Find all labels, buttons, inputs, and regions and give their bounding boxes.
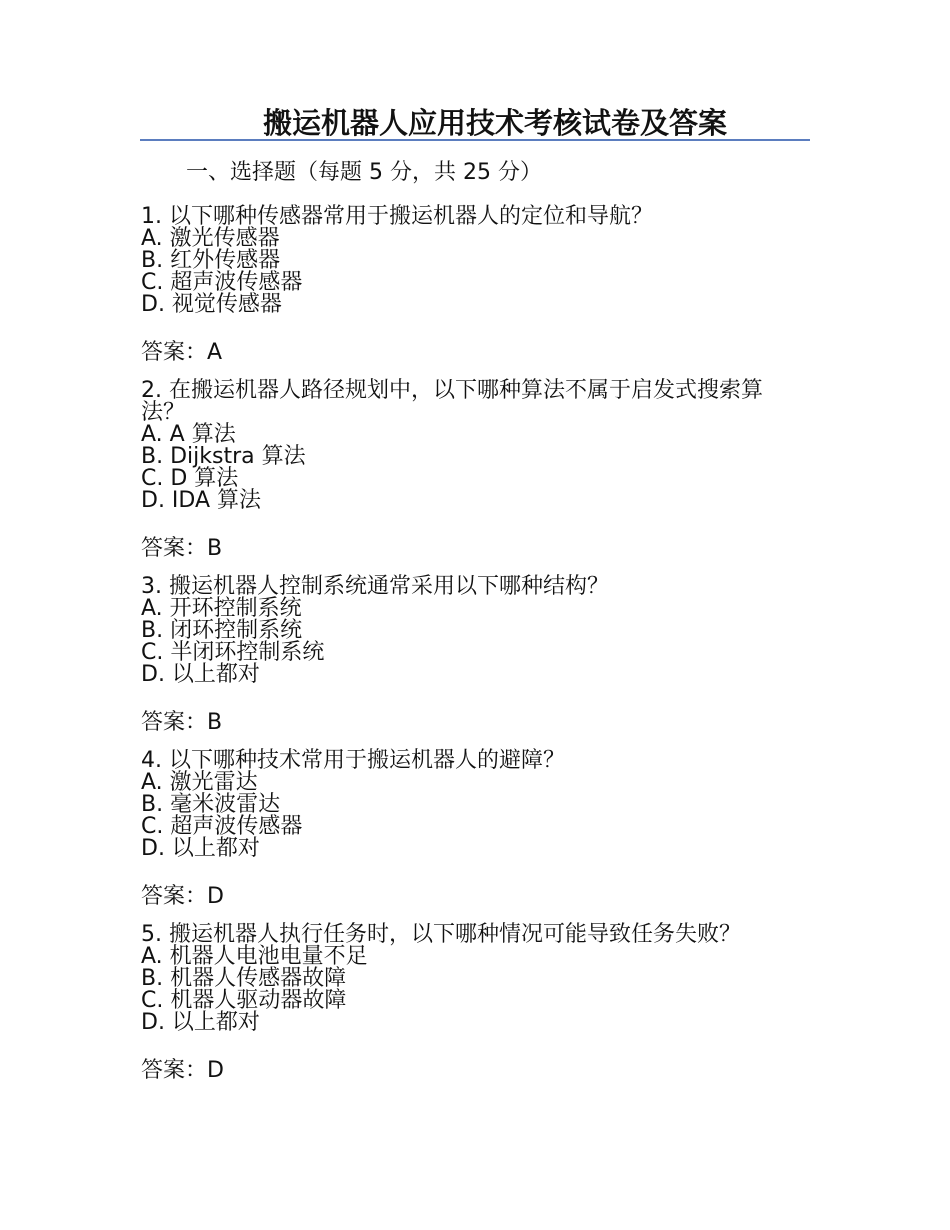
section-heading: 一、选择题（每题 5 分，共 25 分） [186,160,542,185]
question-1 [141,206,801,368]
answer-value: B [207,710,223,735]
answer-label: 答案： [141,1058,208,1083]
answer-label: 答案： [141,710,208,735]
question-stem: 1. 以下哪种传感器常用于搬运机器人的定位和导航？ [141,204,653,229]
option-d: D. 以上都对 [141,662,260,687]
option-b: B. 毫米波雷达 [141,792,281,817]
option-a: A. 开环控制系统 [141,596,302,621]
option-c: C. 半闭环控制系统 [141,640,325,665]
question-stem: 3. 搬运机器人控制系统通常采用以下哪种结构？ [141,574,609,599]
option-a: A. 激光传感器 [141,226,280,251]
question-stem: 4. 以下哪种技术常用于搬运机器人的避障？ [141,748,565,773]
document-title: 搬运机器人应用技术考核试卷及答案 [262,106,727,140]
option-b: B. Dijkstra 算法 [141,444,306,469]
option-c: C. 机器人驱动器故障 [141,988,347,1013]
question-4 [141,750,801,912]
answer-value: B [207,536,223,561]
option-d: D. 以上都对 [141,836,260,861]
option-a: A. A 算法 [141,422,236,447]
answer-value: A [207,340,223,365]
answer-line [141,882,801,912]
answer-value: D [207,1058,224,1083]
title-underline [140,139,810,141]
option-c: C. 超声波传感器 [141,814,303,839]
option-d: D. 视觉传感器 [141,292,282,317]
option-a: A. 机器人电池电量不足 [141,944,368,969]
answer-value: D [207,884,224,909]
question-stem: 5. 搬运机器人执行任务时，以下哪种情况可能导致任务失败？ [141,922,741,947]
question-3 [141,576,801,738]
question-stem: 2. 在搬运机器人路径规划中，以下哪种算法不属于启发式搜索算法？ [141,378,763,425]
answer-line [141,534,801,564]
answer-label: 答案： [141,884,208,909]
question-2 [141,380,801,564]
answer-line [141,1056,801,1086]
option-d: D. 以上都对 [141,1010,260,1035]
option-b: B. 机器人传感器故障 [141,966,347,991]
option-c: C. D 算法 [141,466,239,491]
option-c: C. 超声波传感器 [141,270,303,295]
answer-label: 答案： [141,340,208,365]
answer-line [141,708,801,738]
question-5 [141,924,801,1086]
option-a: A. 激光雷达 [141,770,258,795]
option-d: D. IDA 算法 [141,488,262,513]
answer-line [141,338,801,368]
option-b: B. 闭环控制系统 [141,618,303,643]
option-b: B. 红外传感器 [141,248,281,273]
answer-label: 答案： [141,536,208,561]
